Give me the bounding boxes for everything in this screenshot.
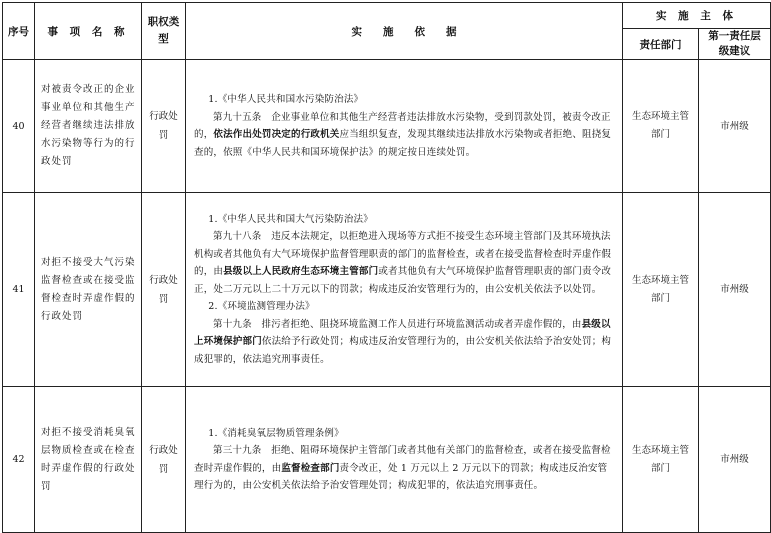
basis-authority: 县级以上环境保护部门 [194, 318, 611, 348]
basis-article [194, 442, 616, 495]
legal-basis [186, 387, 623, 533]
enforcement-table [2, 2, 771, 533]
table-row [3, 193, 771, 387]
table-row [3, 387, 771, 533]
header-legal-basis: 实 施 依 据 [186, 3, 623, 60]
table-row [3, 60, 771, 193]
header-power-type: 职权类型 [142, 3, 186, 60]
header-responsibility-level: 第一责任层级建议 [699, 29, 771, 60]
responsibility-level: 市州级 [699, 193, 771, 387]
header-responsible-department: 责任部门 [623, 29, 699, 60]
basis-article [194, 109, 616, 162]
basis-article [194, 228, 616, 298]
basis-text: 或者其他负有大气环境保护监督管理职责的部门责令改正，处二万元以上二十万元以下的罚款；构成违反治安管理行为的，由公安机关依法予以处罚。 [194, 266, 612, 295]
header-serial-number: 序号 [3, 3, 35, 60]
row-number: 41 [3, 193, 35, 387]
basis-authority: 县级以上人民政府生态环境主管部门 [223, 266, 379, 278]
basis-text: 第九十八条 违反本法规定，以拒绝进入现场等方式拒不接受生态环境主管部门及其环境执法机构或者其他负有大气环境保护监督管理职责的部门的监督检查，或者在接受监督检查时弄虚作假的，由 [194, 231, 612, 278]
basis-text: 依法给予行政处罚；构成违反治安管理行为的，由公安机关依法给予治安处罚；构成犯罪的，依法追究刑事责任。 [194, 336, 612, 365]
responsible-department: 生态环境主管部门 [623, 193, 699, 387]
responsible-department: 生态环境主管部门 [623, 60, 699, 193]
header-item-name: 事 项 名 称 [35, 3, 142, 60]
row-number: 42 [3, 387, 35, 533]
legal-basis [186, 193, 623, 387]
responsibility-level: 市州级 [699, 60, 771, 193]
power-type: 行政处罚 [142, 193, 186, 387]
basis-text: 第九十五条 企业事业单位和其他生产经营者违法排放水污染物，受到罚款处罚，被责令改正的， [194, 111, 611, 140]
basis-text: 应当组织复查，发现其继续违法排放水污染物或者拒绝、阻挠复查的，依照《中华人民共和国环境保护法》的规定按日连续处罚。 [194, 129, 612, 158]
basis-law-title: 1.《消耗臭氧层物质管理条例》 [208, 427, 344, 439]
responsibility-level: 市州级 [699, 387, 771, 533]
basis-text: 责令改正，处 1 万元以上 2 万元以下的罚款；构成违反治安管理行为的，由公安机关依法给予治安管理处罚；构成犯罪的，依法追究刑事责任。 [194, 462, 608, 491]
item-name: 对拒不接受大气污染监督检查或在接受监督检查时弄虚作假的行政处罚 [35, 193, 142, 387]
basis-law-title: 1.《中华人民共和国大气污染防治法》 [208, 213, 373, 225]
basis-law-title: 2.《环境监测管理办法》 [208, 301, 315, 313]
basis-law-title: 1.《中华人民共和国水污染防治法》 [208, 94, 364, 105]
basis-authority: 监督检查部门 [281, 462, 340, 474]
basis-article [194, 316, 616, 369]
basis-text: 第十九条 排污者拒绝、阻挠环境监测工作人员进行环境监测活动或者弄虚作假的，由 [213, 318, 582, 330]
basis-authority: 依法作出处罚决定的行政机关 [213, 129, 340, 140]
header-implementing-subject: 实 施 主 体 [623, 3, 771, 29]
basis-text: 第三十九条 拒绝、阻碍环境保护主管部门或者其他有关部门的监督检查，或者在接受监督检查时弄虚作假的，由 [194, 445, 611, 474]
item-name: 对被责令改正的企业事业单位和其他生产经营者继续违法排放水污染物等行为的行政处罚 [35, 60, 142, 193]
power-type: 行政处罚 [142, 387, 186, 533]
legal-basis [186, 60, 623, 193]
item-name: 对拒不接受消耗臭氧层物质检查或在检查时弄虚作假的行政处罚 [35, 387, 142, 533]
power-type: 行政处罚 [142, 60, 186, 193]
row-number: 40 [3, 60, 35, 193]
responsible-department: 生态环境主管部门 [623, 387, 699, 533]
